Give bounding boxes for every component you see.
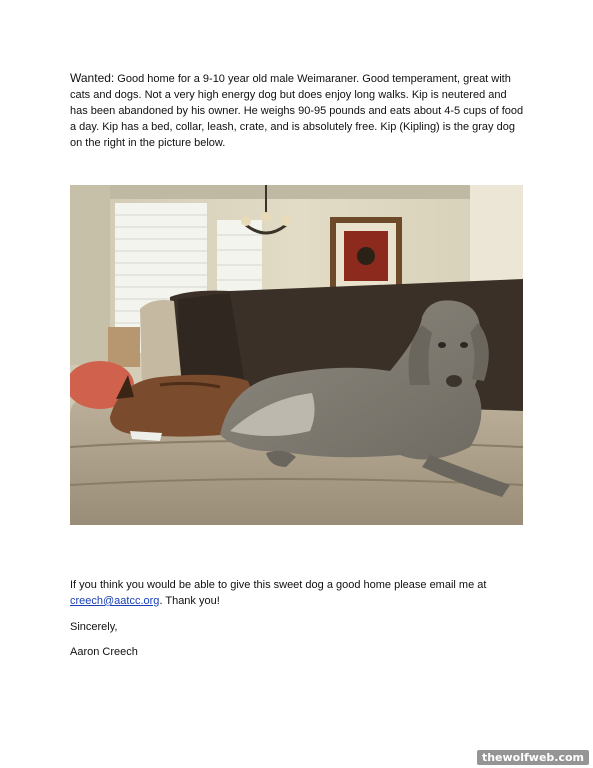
- wanted-label: Wanted:: [70, 71, 115, 85]
- signature: Aaron Creech: [70, 646, 138, 658]
- dogs-photo: [70, 185, 523, 525]
- thanks-text: . Thank you!: [159, 595, 220, 607]
- intro-paragraph: [70, 70, 525, 151]
- closing-paragraph: [70, 577, 525, 609]
- signoff: Sincerely,: [70, 621, 118, 633]
- email-link[interactable]: creech@aatcc.org: [70, 595, 160, 607]
- closing-text: If you think you would be able to give this sweet dog a good home please email me at: [70, 579, 487, 591]
- watermark: thewolfweb.com: [477, 750, 589, 765]
- intro-text: Good home for a 9-10 year old male Weimaraner. Good temperament, great with cats and dogs. Not a very high energy dog but does enjoy long walks. Kip is neutered and has been abandoned by his owner. He weighs 90-95 pounds and eats about 4-5 cups of food a day. Kip has a bed, collar, leash, crate, and is absolutely free. Kip (Kipling) is the gray dog on the right in the picture below.: [70, 73, 524, 149]
